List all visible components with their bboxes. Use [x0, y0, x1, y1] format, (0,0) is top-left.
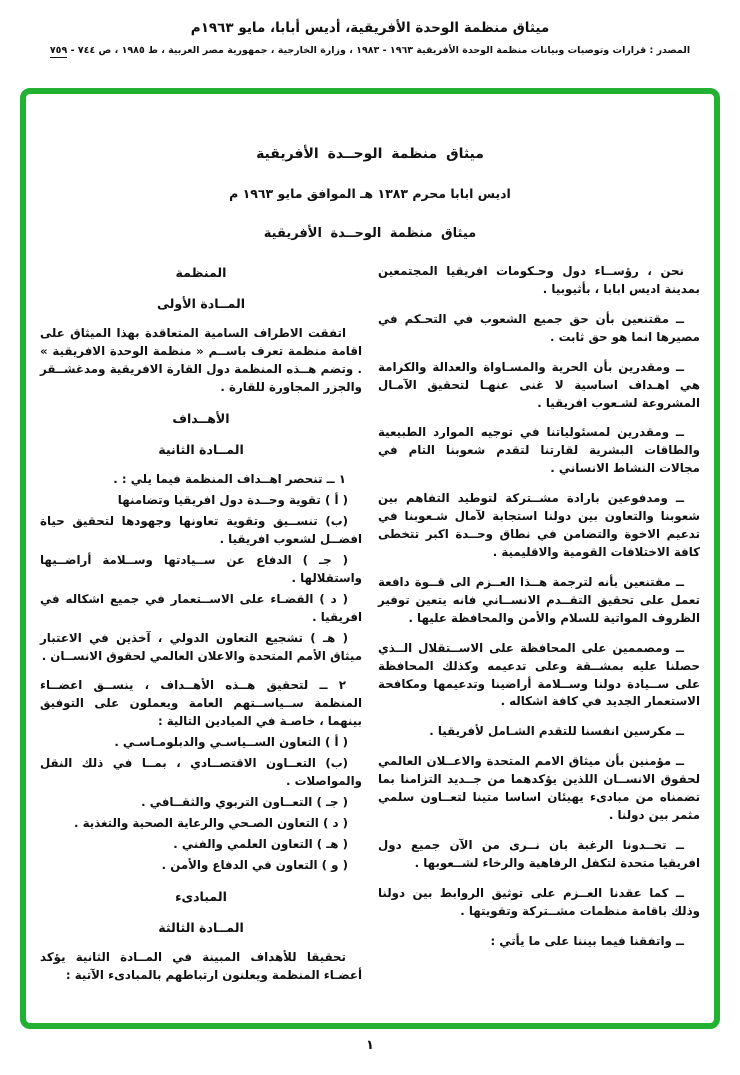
paragraph: ( أ ) التعاون الســياسـي والدبلومـاسـي .: [114, 735, 348, 750]
articles-column: [40, 263, 362, 985]
paragraph: ــ كما عقدنا العــزم على توثيق الروابط بين دولنا وذلك باقامة منظمات مشــتركة وتقويتها .: [378, 885, 700, 918]
document-frame: [20, 88, 720, 1029]
paragraph: ــ واتفقنا فيما بيننا على ما يأتي :: [490, 933, 684, 948]
paragraph: اتفقت الاطراف السامية المتعاقدة بهذا الميثاق على اقامة منظمة تعرف باســم « منظمة الوحدة الافريقية » . وتضم هــذه المنظمة دول القارة الافريقية ومدغشــقر والجزر المجاورة للقارة .: [40, 326, 362, 395]
preamble-column: [378, 263, 700, 985]
paragraph: ــ ومقدرين بأن الحرية والمسـاواة والعدالة والكرامة هي اهـداف اساسية لا غنى عنهـا لتحقيق الآمـال المشروعة لشـعوب افريقيا .: [378, 359, 700, 410]
section-heading: المنظمة: [175, 265, 227, 280]
paragraph: ــ مؤمنين بأن ميثاق الامم المتحدة والاعــلان العالمي لحقوق الانســان اللذين يؤكدهما من جــديد التزامنا بما تضمناه من مبادىء يهيئان اساسا متينا لتعــاون سلمي مثمر بين دولنا .: [378, 754, 700, 823]
paragraph: ( و ) التعاون في الدفاع والأمن .: [161, 857, 348, 872]
paragraph: (ب) تنســيق وتقوية تعاونها وجهودها لتحقيق حياة افضــل لشعوب افريقيا .: [40, 514, 362, 547]
paragraph: ــ مقتنعين بأنه لترجمة هــذا العــزم الى قــوة دافعة تعمل على تحقيق التقــدم الانســاني فانه يتعين توفير الظروف المواتية للسلام والأمن والمحافظة عليها .: [378, 574, 700, 625]
paragraph: ــ تحــدونا الرغبة بان نــرى من الآن جميع دول افريقيا متحدة لتكفل الرفاهية والرخاء لشــعوبها .: [378, 837, 700, 870]
page-number: ١: [366, 1038, 374, 1053]
source-text: المصدر : قرارات وتوصيات وبيانات منظمة الوحدة الأفريقية ١٩٦٣ - ١٩٨٣ ، وزارة الخارجية ، جمهورية مصر العربية ، ط ١٩٨٥ ، ص ٧٤٤ -: [67, 45, 691, 56]
paragraph: ( أ ) تقوية وحــدة دول افريقيا وتضامنها: [117, 493, 348, 508]
paragraph: ( جـ ) التعــاون التربوي والثقــافي .: [141, 795, 348, 809]
two-column-body: [26, 263, 714, 985]
paragraph: ــ ومصممين على المحافظة على الاســتقلال الــذي حصلنا عليه بمشــقة وعلى تدعيمه وكذلك المحافظة على ســيادة دولنا وســلامة أراضينا وتدعيمها ومكافحة الاستعمار الجديد في كافة اشكاله .: [378, 640, 700, 709]
paragraph: ــ مقتنعين بأن حق جميع الشعوب في التحـكم في مصيرها انما هو حق ثابت .: [378, 311, 700, 344]
paragraph: ــ ومدفوعين بارادة مشــتركة لتوطيد التفاهم بين شعوبنا والتعاون بين دولنا استجابة لآمال شـعوبنا في تدعيم الاخوة والتضامن في نطاق وحــدة اكبر تتخطى كافة الاختلافات القومية والاقليمية .: [378, 491, 700, 559]
document-title-repeat: ميثاق منظمة الوحــدة الأفريقية: [263, 226, 477, 241]
page-header-title: ميثاق منظمة الوحدة الأفريقية، أديس أبابا، مايو ١٩٦٣م: [190, 20, 550, 36]
paragraph: ــ مكرسين انفسنا للتقدم الشـامل لأفريقيا .: [429, 724, 684, 739]
document-title: ميثاق منظمة الوحــدة الأفريقية: [256, 146, 484, 162]
paragraph: ( جـ ) الدفاع عن ســيادتها وســلامة أراضــيها واستقلالها .: [40, 552, 362, 585]
section-heading: المبادىء: [175, 888, 227, 904]
paragraph: تحقيقا للأهداف المبينة في المــادة الثانية يؤكد أعضـاء المنظمة ويعلنون ارتباطهم بالمبادىء الآتية :: [40, 949, 362, 982]
paragraph: نحن ، رؤســاء دول وحـكومات افريقيا المجتمعين بمدينة اديس ابابا ، بأثيوبيا .: [378, 264, 700, 296]
paragraph: ( د ) التعاون الصـحي والرعاية الصحية والتغذية .: [74, 815, 348, 830]
paragraph: (ب) التعــاون الاقتصــادي ، بمــا في ذلك النقل والمواصلات .: [40, 756, 362, 789]
document-date-line: اديس ابابا محرم ١٣٨٣ هـ الموافق مايو ١٩٦٣ م: [229, 186, 511, 201]
paragraph: ( هـ ) التعاون العلمي والفني .: [173, 836, 348, 851]
paragraph: ٢ ــ لتحقيق هــذه الأهــداف ، ينســق اعضــاء المنظمة ســياســتهم العامة ويعملون على التوفيق بينهما ، خاصـة في الميادين التالية :: [40, 678, 362, 729]
paragraph: ــ ومقدرين لمسئولياتنا في توجيه الموارد الطبيعية والطاقات البشرية لقارتنا لتقدم شعوبنا التام في مجالات النشاط الانساني .: [378, 425, 700, 476]
paragraph: ١ ــ تنحصر اهــداف المنظمة فيما يلي : .: [113, 472, 346, 487]
section-heading: المــادة الثانية: [158, 442, 244, 458]
section-heading: المــادة الأولى: [156, 296, 246, 312]
section-heading: الأهــداف: [172, 410, 230, 426]
source-line: [0, 45, 740, 56]
section-heading: المــادة الثالثة: [158, 919, 244, 935]
source-page-range-underlined: ٧٥٩: [49, 45, 68, 56]
paragraph: ( د ) القضـاء على الاســتعمار في جميع اشكاله في افريقيا .: [40, 591, 362, 624]
paragraph: ( هـ ) تشجيع التعاون الدولي ، آخذين في الاعتبار ميثاق الأمم المتحدة والاعلان العالمي لحقوق الانســان .: [40, 630, 362, 663]
